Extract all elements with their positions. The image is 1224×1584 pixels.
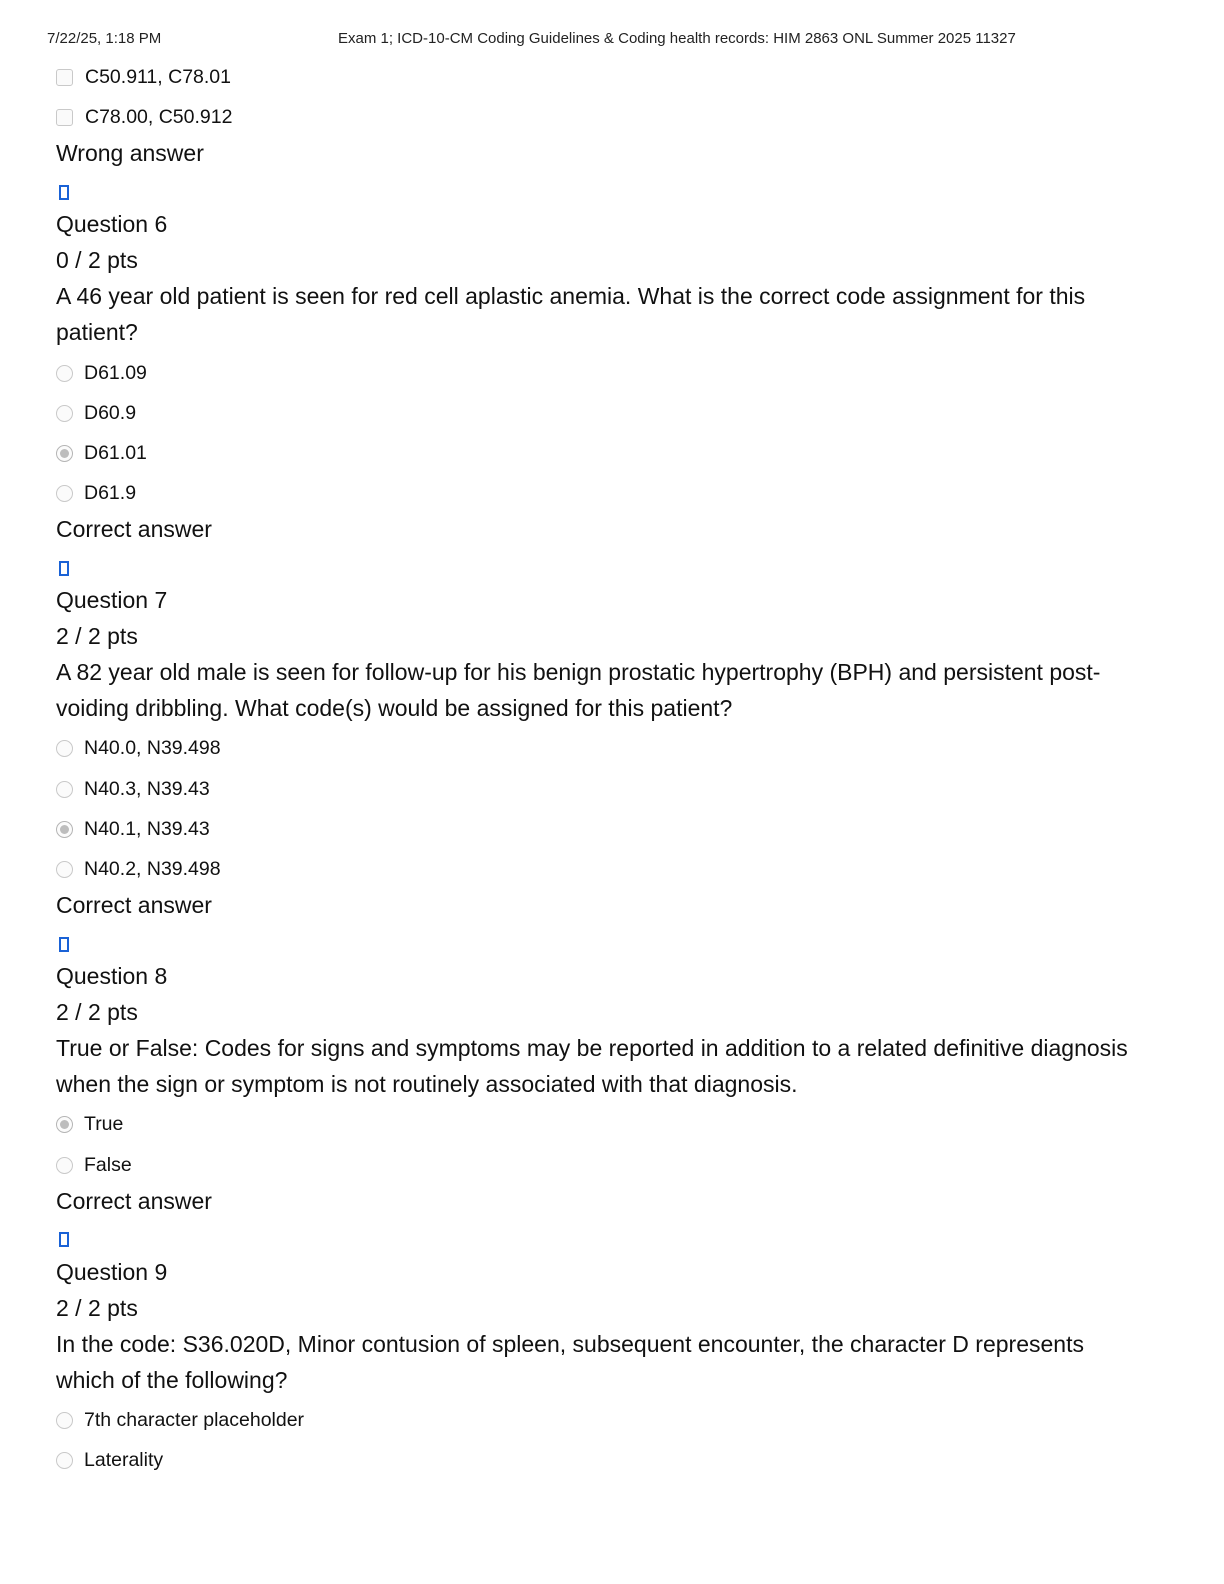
- question-points: 2 / 2 pts: [56, 623, 138, 649]
- option-label: False: [84, 1153, 132, 1176]
- question-title: Question 9: [56, 1259, 168, 1285]
- option-label: N40.2, N39.498: [84, 857, 221, 880]
- option-label: N40.1, N39.43: [84, 817, 210, 840]
- radio-button[interactable]: [56, 405, 73, 422]
- checkbox[interactable]: [56, 69, 73, 86]
- answer-option[interactable]: [56, 857, 221, 881]
- answer-option[interactable]: [56, 817, 210, 841]
- answer-option[interactable]: [56, 736, 221, 760]
- option-label: D61.09: [84, 361, 147, 384]
- radio-button-selected[interactable]: [56, 821, 73, 838]
- checkbox[interactable]: [56, 109, 73, 126]
- radio-button-selected[interactable]: [56, 445, 73, 462]
- result-label: Wrong answer: [56, 140, 204, 166]
- result-label: Correct answer: [56, 516, 212, 542]
- question-text: A 82 year old male is seen for follow-up for his benign prostatic hypertrophy (BPH) and persistent post-voiding dribbling. What code(s) would be assigned for this patient?: [56, 659, 1101, 721]
- option-label: C78.00, C50.912: [85, 105, 233, 128]
- answer-option[interactable]: [56, 105, 232, 129]
- option-label: C50.911, C78.01: [85, 65, 231, 88]
- flag-icon[interactable]: [59, 1232, 69, 1247]
- radio-button[interactable]: [56, 861, 73, 878]
- answer-option[interactable]: [56, 441, 147, 465]
- answer-option[interactable]: [56, 1112, 123, 1136]
- answer-option[interactable]: [56, 481, 136, 505]
- option-label: D61.9: [84, 481, 137, 504]
- answer-option[interactable]: [56, 1153, 132, 1177]
- answer-option[interactable]: [56, 777, 210, 801]
- question-title: Question 6: [56, 211, 168, 237]
- result-label: Correct answer: [56, 1188, 212, 1214]
- radio-button[interactable]: [56, 365, 73, 382]
- radio-button[interactable]: [56, 781, 73, 798]
- answer-option[interactable]: [56, 1448, 163, 1472]
- radio-button[interactable]: [56, 1412, 73, 1429]
- answer-option[interactable]: [56, 361, 147, 385]
- question-text: In the code: S36.020D, Minor contusion of spleen, subsequent encounter, the character D represents which of the following?: [56, 1331, 1084, 1393]
- question-text: A 46 year old patient is seen for red cell aplastic anemia. What is the correct code assignment for this patient?: [56, 283, 1086, 345]
- radio-button[interactable]: [56, 485, 73, 502]
- radio-button[interactable]: [56, 740, 73, 757]
- radio-button-selected[interactable]: [56, 1116, 73, 1133]
- flag-icon[interactable]: [59, 185, 69, 200]
- question-points: 2 / 2 pts: [56, 999, 138, 1025]
- result-label: Correct answer: [56, 892, 212, 918]
- option-label: N40.3, N39.43: [84, 777, 210, 800]
- option-label: 7th character placeholder: [84, 1408, 305, 1431]
- answer-option[interactable]: [56, 401, 136, 425]
- question-text: True or False: Codes for signs and symptoms may be reported in addition to a related definitive diagnosis when the sign or symptom is not routinely associated with that diagnosis.: [56, 1035, 1128, 1097]
- option-label: Laterality: [84, 1448, 164, 1471]
- option-label: True: [84, 1112, 124, 1135]
- flag-icon[interactable]: [59, 937, 69, 952]
- radio-button[interactable]: [56, 1452, 73, 1469]
- option-label: N40.0, N39.498: [84, 736, 221, 759]
- question-title: Question 7: [56, 587, 168, 613]
- option-label: D61.01: [84, 441, 147, 464]
- flag-icon[interactable]: [59, 561, 69, 576]
- answer-option[interactable]: [56, 1408, 304, 1432]
- print-header-title: Exam 1; ICD-10-CM Coding Guidelines & Coding health records: HIM 2863 ONL Summer 2025 11327: [338, 30, 1016, 47]
- answer-option[interactable]: [56, 65, 231, 89]
- question-points: 0 / 2 pts: [56, 247, 138, 273]
- radio-button[interactable]: [56, 1157, 73, 1174]
- option-label: D60.9: [84, 401, 137, 424]
- question-points: 2 / 2 pts: [56, 1295, 138, 1321]
- print-date: 7/22/25, 1:18 PM: [47, 30, 162, 47]
- question-title: Question 8: [56, 963, 168, 989]
